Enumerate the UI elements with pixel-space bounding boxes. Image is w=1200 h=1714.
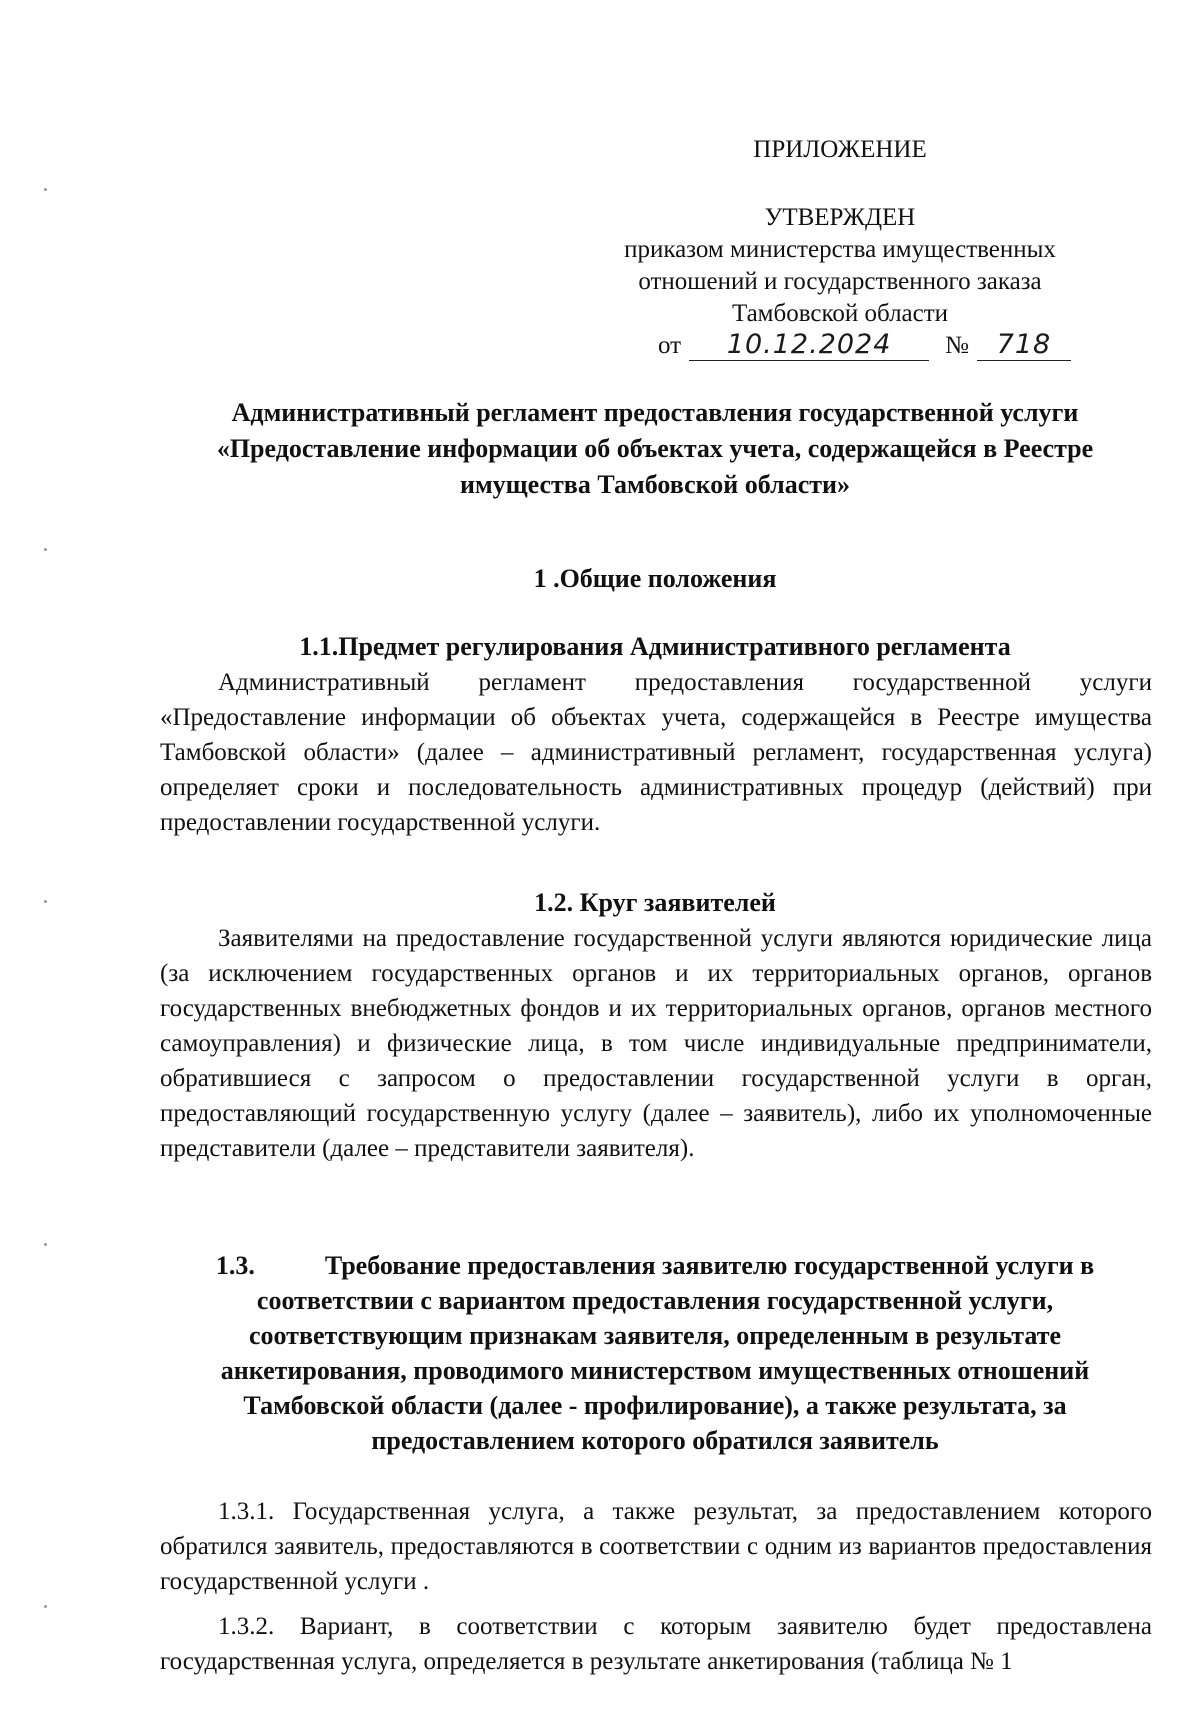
scan-speck: [44, 1605, 47, 1608]
scan-speck: [44, 548, 47, 551]
scan-speck: [44, 188, 47, 191]
order-date-number: [658, 329, 1128, 363]
handwritten-date: 10.12.2024: [689, 330, 929, 361]
paragraph-1-1: Административный регламент предоставления государственной услуги «Предоставление информации об объектах учета, содержащейся в Реестре имущества Тамбовской области» (далее – административный регламент, государственная услуга) определяет сроки и последовательность административных процедур (действий) при предоставлении государственной услуги.: [160, 669, 1152, 836]
paragraph-1-3-1: 1.3.1. Государственная услуга, а также результат, за предоставлением которого обратился заявитель, предоставляются в соответствии с одним из вариантов предоставления государственной услуги .: [160, 1498, 1152, 1595]
annex-label: ПРИЛОЖЕНИЕ: [753, 136, 927, 163]
scan-speck: [44, 1243, 47, 1246]
subsection-heading-1-1: 1.1.Предмет регулирования Административного регламента: [299, 632, 1011, 661]
approval-by-line: Тамбовской области: [731, 300, 949, 327]
approval-by-line: отношений и государственного заказа: [638, 268, 1042, 295]
section-heading: 1 .Общие положения: [533, 564, 777, 593]
handwritten-number: 718: [977, 330, 1071, 361]
approval-block: [560, 202, 1120, 330]
subsection-heading-1-2: 1.2. Круг заявителей: [534, 888, 776, 917]
subsection-heading-text: Требование предоставления заявителю государственной услуги в соответствии с вариантом предоставления государственной услуги, соответствующим признакам заявителя, определенным в результате анкетирования, проводимого министерством имущественных отношений Тамбовской области (далее - профилирование), а также результата, за предоставлением которого обратился заявитель: [220, 1251, 1095, 1455]
paragraph-1-2: Заявителями на предоставление государственной услуги являются юридические лица (за исключением государственных органов и их территориальных органов, органов государственных внебюджетных фондов и их территориальных органов, органов местного самоуправления) и физические лица, в том числе индивидуальные предприниматели, обратившиеся с запросом о предоставлении государственной услуги в орган, предоставляющий государственную услугу (далее – заявитель), либо их уполномоченные представители (далее – представители заявителя).: [160, 925, 1152, 1162]
scan-speck: [44, 900, 47, 903]
paragraph-1-3-2: 1.3.2. Вариант, в соответствии с которым заявителю будет предоставлена государственная услуга, определяется в результате анкетирования (таблица № 1: [160, 1613, 1152, 1675]
from-label: от: [658, 332, 682, 359]
number-label: №: [945, 332, 969, 359]
subsection-number: 1.3.: [215, 1251, 255, 1280]
document-title: Административный регламент предоставления государственной услуги «Предоставление информации об объектах учета, содержащейся в Реестре имущества Тамбовской области»: [216, 398, 1094, 499]
approved-label: УТВЕРЖДЕН: [764, 204, 916, 231]
subsection-heading-1-3: [160, 1248, 1150, 1458]
approval-by-line: приказом министерства имущественных: [624, 236, 1056, 263]
